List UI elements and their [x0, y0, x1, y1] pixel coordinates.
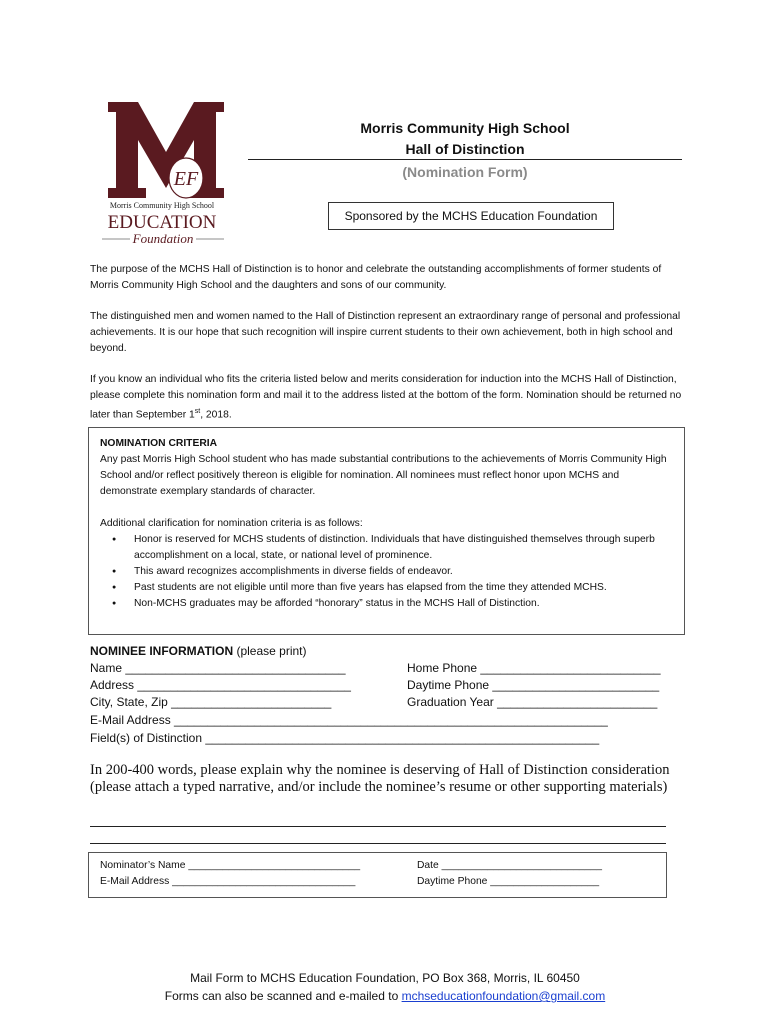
nominator-box	[88, 852, 667, 898]
nominator-date-field[interactable]: Date ____________________________	[417, 860, 602, 871]
nominee-address-field[interactable]: Address ________________________________	[90, 678, 351, 692]
nominee-daytime-phone-field[interactable]: Daytime Phone _________________________	[407, 678, 660, 692]
criteria-item: ● Past students are not eligible until more than five years has elapsed from the time they attended MCHS.	[100, 580, 675, 596]
nominee-name-field[interactable]: Name _________________________________	[90, 661, 346, 675]
intro-paragraph-2: The distinguished men and women named to the Hall of Distinction represent an extraordinary range of personal and professional achievements. It is our hope that such recognition will inspire current students to their own achievement, both in high school and beyond.	[90, 311, 681, 354]
foundation-logo	[100, 100, 235, 245]
school-name: Morris Community High School	[360, 120, 570, 136]
nominator-name-field[interactable]: Nominator’s Name ______________________________	[100, 860, 361, 871]
criteria-item: ● This award recognizes accomplishments in diverse fields of endeavor.	[100, 564, 675, 580]
foundation-email-link[interactable]: mchseducationfoundation@gmail.com	[401, 989, 606, 1003]
criteria-item: ● Honor is reserved for MCHS students of distinction. Individuals that have distinguished themselves through superb accomplishment on a local, state, or national level of prominence.	[100, 532, 675, 564]
intro-paragraph-3: If you know an individual who fits the criteria listed below and merits consideration for induction into the MCHS Hall of Distinction, please complete this nomination form and mail it to the address listed at the bottom of the form. Nomination should be returned no later than September 1st, 2018.	[90, 374, 682, 421]
nominee-city-field[interactable]: City, State, Zip ________________________	[90, 695, 332, 709]
intro-paragraph-1: The purpose of the MCHS Hall of Distinction is to honor and celebrate the outstanding accomplishments of former students of Morris Community High School and the daughters and sons of our community.	[90, 264, 662, 291]
nominee-home-phone-field[interactable]: Home Phone ___________________________	[407, 661, 661, 675]
page-subtitle: (Nomination Form)	[402, 164, 528, 180]
page-title: Hall of Distinction	[405, 141, 525, 157]
criteria-item: ● Non-MCHS graduates may be afforded “honorary” status in the MCHS Hall of Distinction.	[100, 596, 675, 612]
svg-text:Morris Community High School: Morris Community High School	[109, 201, 215, 210]
nominee-graduation-year-field[interactable]: Graduation Year ________________________	[407, 695, 658, 709]
criteria-body: Any past Morris High School student who has made substantial contributions to the achievements of Morris Community High School and/or reflect positively thereon is eligible for nomination. All nominees must reflect honor upon MCHS and demonstrate exemplary standards of character.	[100, 454, 667, 497]
svg-text:EF: EF	[173, 168, 199, 190]
svg-text:Foundation: Foundation	[132, 231, 194, 245]
mailing-address: Mail Form to MCHS Education Foundation, PO Box 368, Morris, IL 60450	[190, 971, 580, 985]
essay-prompt: In 200-400 words, please explain why the nominee is deserving of Hall of Distinction consideration (please attach a typed narrative, and/or include the nominee’s resume or other supporting materials)	[90, 762, 670, 795]
criteria-box	[88, 427, 685, 635]
essay-line[interactable]	[90, 826, 666, 827]
nominee-email-field[interactable]: E-Mail Address _________________________________________________________________	[90, 713, 608, 727]
criteria-title: NOMINATION CRITERIA	[100, 438, 218, 449]
criteria-list	[100, 532, 675, 612]
header-divider	[248, 159, 682, 160]
email-instructions: Forms can also be scanned and e-mailed to mchseducationfoundation@gmail.com	[164, 989, 606, 1003]
nominator-phone-field[interactable]: Daytime Phone ___________________	[417, 876, 600, 887]
svg-text:EDUCATION: EDUCATION	[107, 212, 217, 233]
criteria-clarification: Additional clarification for nomination criteria is as follows:	[100, 518, 363, 529]
fields-of-distinction-field[interactable]: Field(s) of Distinction ___________________________________________________________	[90, 731, 600, 745]
essay-line[interactable]	[90, 843, 666, 844]
nominee-heading: NOMINEE INFORMATION (please print)	[90, 644, 307, 658]
m-letter-icon	[108, 102, 224, 198]
nominator-email-field[interactable]: E-Mail Address ________________________________	[100, 876, 356, 887]
sponsor-box: Sponsored by the MCHS Education Foundation	[328, 202, 614, 230]
